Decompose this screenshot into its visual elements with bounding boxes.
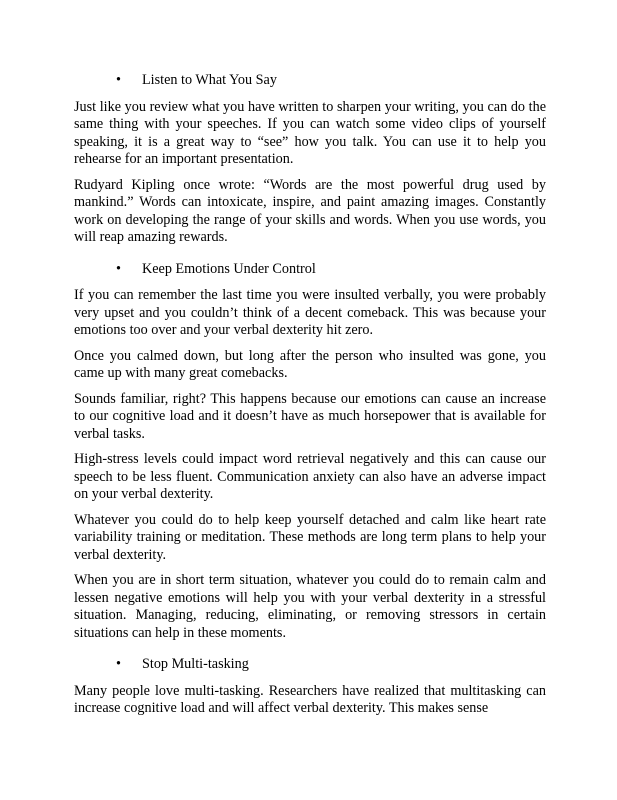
paragraph: Many people love multi-tasking. Researchers have realized that multitasking can increase cognitive load and will affect verbal dexterity. This makes sense: [74, 682, 546, 716]
section-heading-multitasking: [74, 656, 546, 674]
section-heading-listen: [74, 72, 546, 90]
heading-text: Listen to What You Say: [142, 72, 277, 88]
paragraph: Just like you review what you have written to sharpen your writing, you can do the same thing with your speeches. If you can watch some video clips of yourself speaking, it is a great way to “see” how you talk. You can use it to help you rehearse for an important presentation.: [74, 98, 546, 167]
paragraph: If you can remember the last time you were insulted verbally, you were probably very upset and you couldn’t think of a decent comeback. This was because your emotions too over and your verbal dexterity hit zero.: [74, 287, 546, 338]
bullet-icon: •: [116, 260, 121, 277]
paragraph: Once you calmed down, but long after the person who insulted was gone, you came up with many great comebacks.: [74, 347, 546, 381]
bullet-icon: •: [116, 72, 121, 88]
bullet-icon: •: [116, 656, 121, 672]
paragraph: Rudyard Kipling once wrote: “Words are the most powerful drug used by mankind.” Words can intoxicate, inspire, and paint amazing images. Constantly work on developing the range of your skills and words. When you use words, you will reap amazing rewards.: [74, 176, 546, 245]
paragraph: High-stress levels could impact word retrieval negatively and this can cause our speech to be less fluent. Communication anxiety can also have an adverse impact on your verbal dexterity.: [74, 451, 546, 502]
section-heading-emotions: [74, 261, 546, 279]
paragraph: Whatever you could do to help keep yourself detached and calm like heart rate variability training or meditation. These methods are long term plans to help your verbal dexterity.: [74, 511, 546, 563]
heading-text: Keep Emotions Under Control: [142, 260, 316, 277]
paragraph: Sounds familiar, right? This happens because our emotions can cause an increase to our cognitive load and it doesn’t have as much horsepower that is available for verbal tasks.: [74, 390, 546, 442]
paragraph: When you are in short term situation, whatever you could do to remain calm and lessen negative emotions will help you with your verbal dexterity in a stressful situation. Managing, reducing, eliminating, or removing stressors in certain situations can help in these moments.: [74, 572, 546, 641]
document-body: [74, 70, 546, 726]
heading-text: Stop Multi-tasking: [142, 656, 249, 672]
